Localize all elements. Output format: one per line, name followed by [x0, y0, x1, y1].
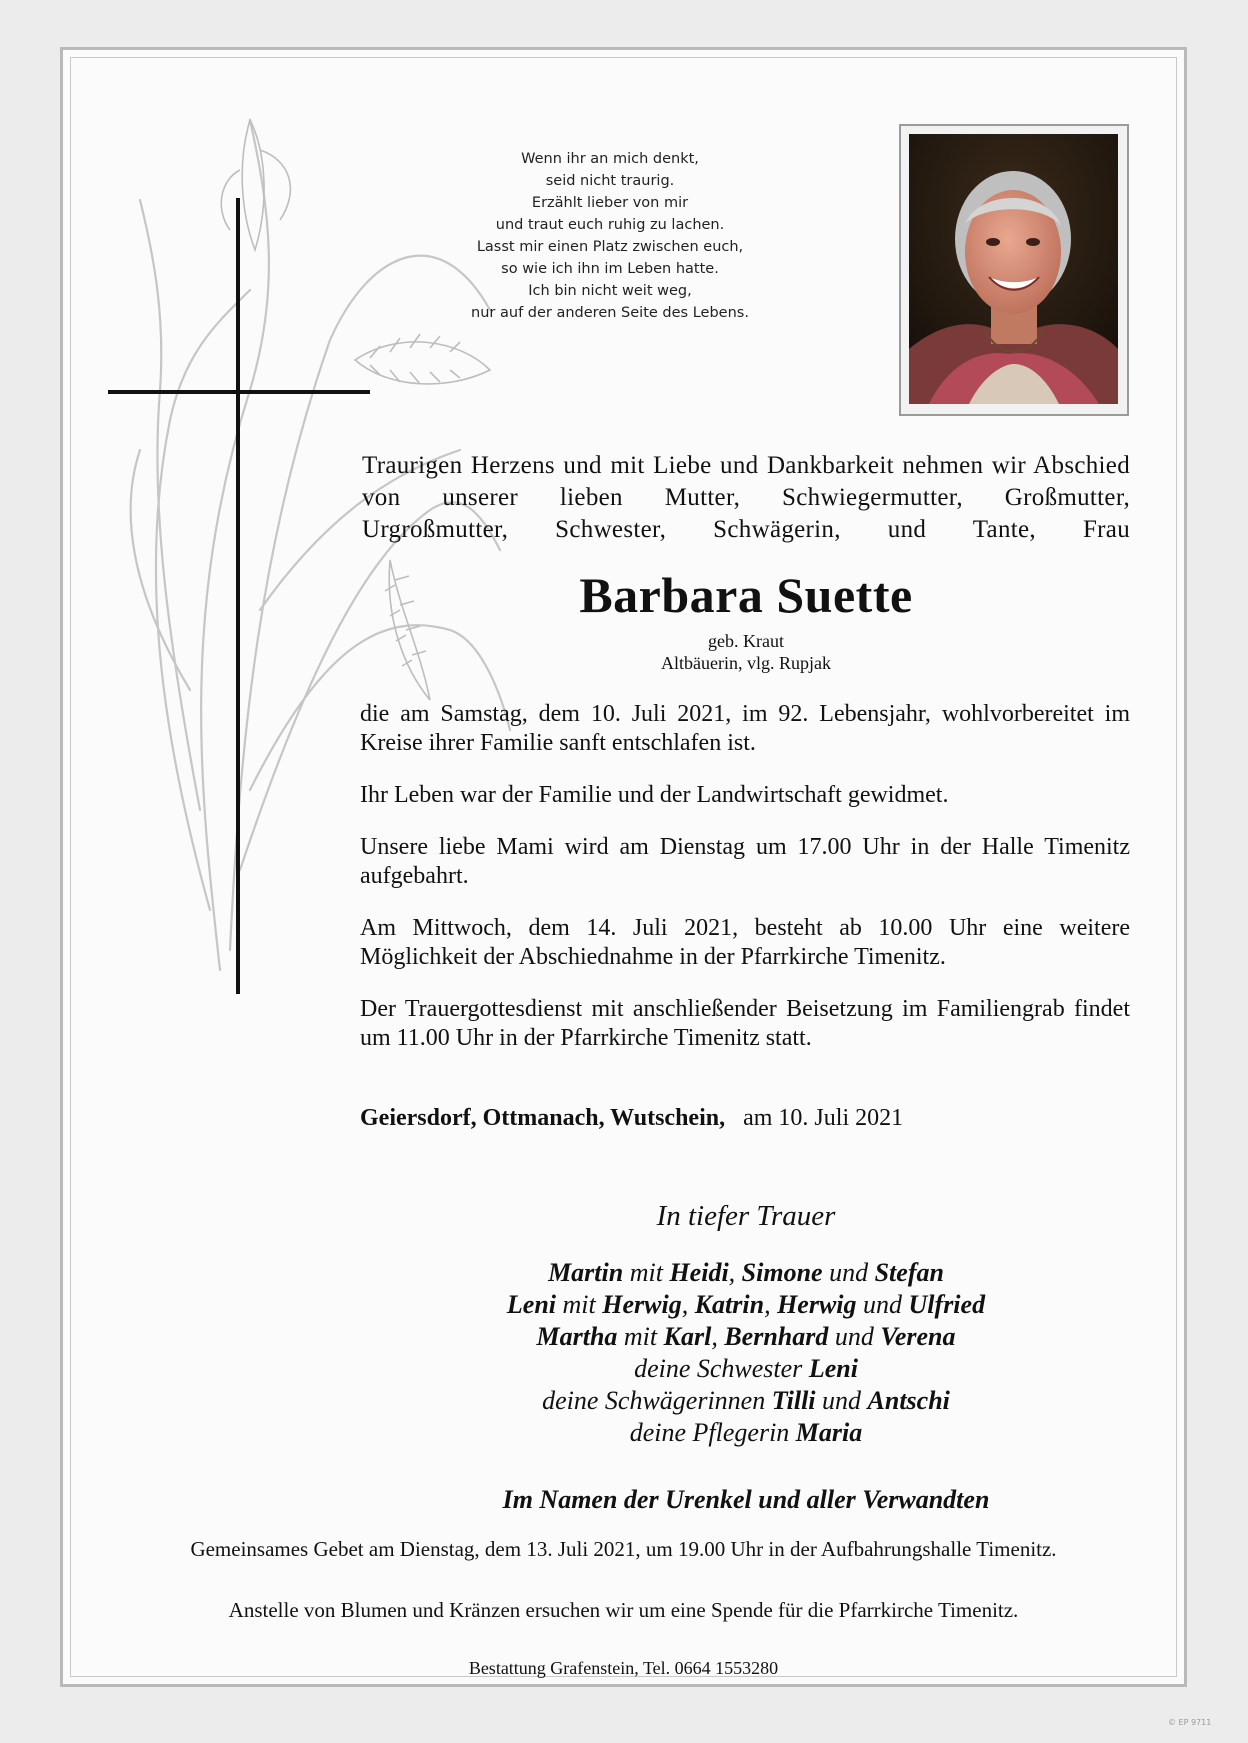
paragraph-life: Ihr Leben war der Familie und der Landwirtschaft gewidmet. — [360, 782, 949, 808]
mourner-connector: deine Schwägerinnen — [542, 1386, 772, 1415]
mourner-connector: mit — [556, 1290, 603, 1319]
poem-line: Erzählt lieber von mir — [531, 195, 689, 211]
poem-line: und traut euch ruhig zu lachen. — [495, 217, 725, 233]
mourner-name: Verena — [880, 1322, 956, 1351]
place-towns: Geiersdorf, Ottmanach, Wutschein, — [360, 1105, 726, 1131]
mourner-line — [362, 1289, 1130, 1321]
place-date-value: am 10. Juli 2021 — [743, 1105, 904, 1131]
deceased-title: Altbäuerin, vlg. Rupjak — [661, 653, 831, 673]
mourner-name: Antschi — [867, 1386, 950, 1415]
intro-text — [362, 450, 1130, 546]
mourner-connector: und — [828, 1322, 881, 1351]
mourner-connector: mit — [623, 1258, 670, 1287]
poem — [430, 148, 790, 324]
mourner-line — [362, 1385, 1130, 1417]
mourner-line — [362, 1353, 1130, 1385]
mourner-name: Herwig — [777, 1290, 857, 1319]
mourner-name: Simone — [741, 1258, 823, 1287]
donation-notice: Anstelle von Blumen und Kränzen ersuchen wir um eine Spende für die Pfarrkirche Timenitz. — [228, 1598, 1019, 1622]
mourner-connector: mit — [617, 1322, 664, 1351]
poem-line: Wenn ihr an mich denkt, — [521, 151, 699, 167]
mourner-line — [362, 1417, 1130, 1449]
mourner-name: Leni — [506, 1290, 557, 1319]
mourner-name: Leni — [808, 1354, 858, 1383]
intro-line: Traurigen Herzens und mit Liebe und Dankbarkeit nehmen wir Abschied — [362, 452, 1130, 479]
mourner-name: Martha — [536, 1322, 618, 1351]
poem-line: Lasst mir einen Platz zwischen euch, — [476, 239, 744, 255]
mourner-line — [362, 1257, 1130, 1289]
poem-line: Ich bin nicht weit weg, — [528, 283, 692, 299]
mourning-heading: In tiefer Trauer — [656, 1200, 836, 1232]
paragraph-farewell: Am Mittwoch, dem 14. Juli 2021, besteht ab 10.00 Uhr eine weitere Möglichkeit der Abschiednahme in der Pfarrkirche Timenitz. — [360, 915, 1130, 970]
intro-line: Urgroßmutter, Schwester, Schwägerin, und Tante, Frau — [362, 516, 1130, 543]
paragraph-funeral: Der Trauergottesdienst mit anschließender Beisetzung im Familiengrab findet um 11.00 Uhr in der Pfarrkirche Timenitz statt. — [360, 996, 1130, 1051]
mourner-name: Stefan — [874, 1258, 944, 1287]
mourner-name: Tilli — [771, 1386, 816, 1415]
mourner-name: Heidi — [669, 1258, 729, 1287]
mourner-name: Katrin — [694, 1290, 765, 1319]
mourner-connector: , — [711, 1322, 725, 1351]
mourner-connector: , — [764, 1290, 778, 1319]
mourner-connector: und — [815, 1386, 868, 1415]
mourner-name: Ulfried — [908, 1290, 986, 1319]
mourner-line — [362, 1321, 1130, 1353]
paragraph-viewing: Unsere liebe Mami wird am Dienstag um 17.00 Uhr in der Halle Timenitz aufgebahrt. — [360, 834, 1130, 889]
mourner-connector: , — [681, 1290, 695, 1319]
print-code: © EP 9711 — [1168, 1718, 1212, 1727]
mourner-connector: deine Pflegerin — [629, 1418, 796, 1447]
place-date — [360, 1104, 903, 1133]
mourner-name: Martin — [548, 1258, 624, 1287]
funeral-home: Bestattung Grafenstein, Tel. 0664 1553280 — [468, 1658, 779, 1678]
portrait-photo — [909, 134, 1118, 404]
deceased-name: Barbara Suette — [579, 567, 913, 623]
mourner-connector: und — [856, 1290, 909, 1319]
mourner-name: Herwig — [602, 1290, 682, 1319]
mourner-name: Karl — [663, 1322, 712, 1351]
cross-horizontal-bar — [108, 390, 370, 394]
mourners-list — [362, 1257, 1130, 1449]
paragraph-passing: die am Samstag, dem 10. Juli 2021, im 92. Lebensjahr, wohlvorbereitet im Kreise ihrer Familie sanft entschlafen ist. — [360, 701, 1130, 756]
mourner-connector: , — [728, 1258, 742, 1287]
intro-line: von unserer lieben Mutter, Schwiegermutter, Großmutter, — [362, 484, 1130, 511]
mourner-connector: deine Schwester — [634, 1354, 809, 1383]
prayer-notice: Gemeinsames Gebet am Dienstag, dem 13. Juli 2021, um 19.00 Uhr in der Aufbahrungshalle Timenitz. — [190, 1537, 1057, 1561]
relatives-line: Im Namen der Urenkel und aller Verwandten — [502, 1485, 990, 1514]
poem-line: so wie ich ihn im Leben hatte. — [501, 261, 719, 277]
deceased-details — [362, 630, 1130, 674]
maiden-name: geb. Kraut — [708, 631, 784, 651]
cross-vertical-bar — [236, 198, 240, 994]
mourner-name: Bernhard — [724, 1322, 829, 1351]
mourner-name: Maria — [795, 1418, 863, 1447]
announcement-body — [360, 700, 1130, 1076]
poem-line: seid nicht traurig. — [545, 173, 675, 189]
mourner-connector: und — [822, 1258, 875, 1287]
poem-line: nur auf der anderen Seite des Lebens. — [471, 305, 749, 321]
